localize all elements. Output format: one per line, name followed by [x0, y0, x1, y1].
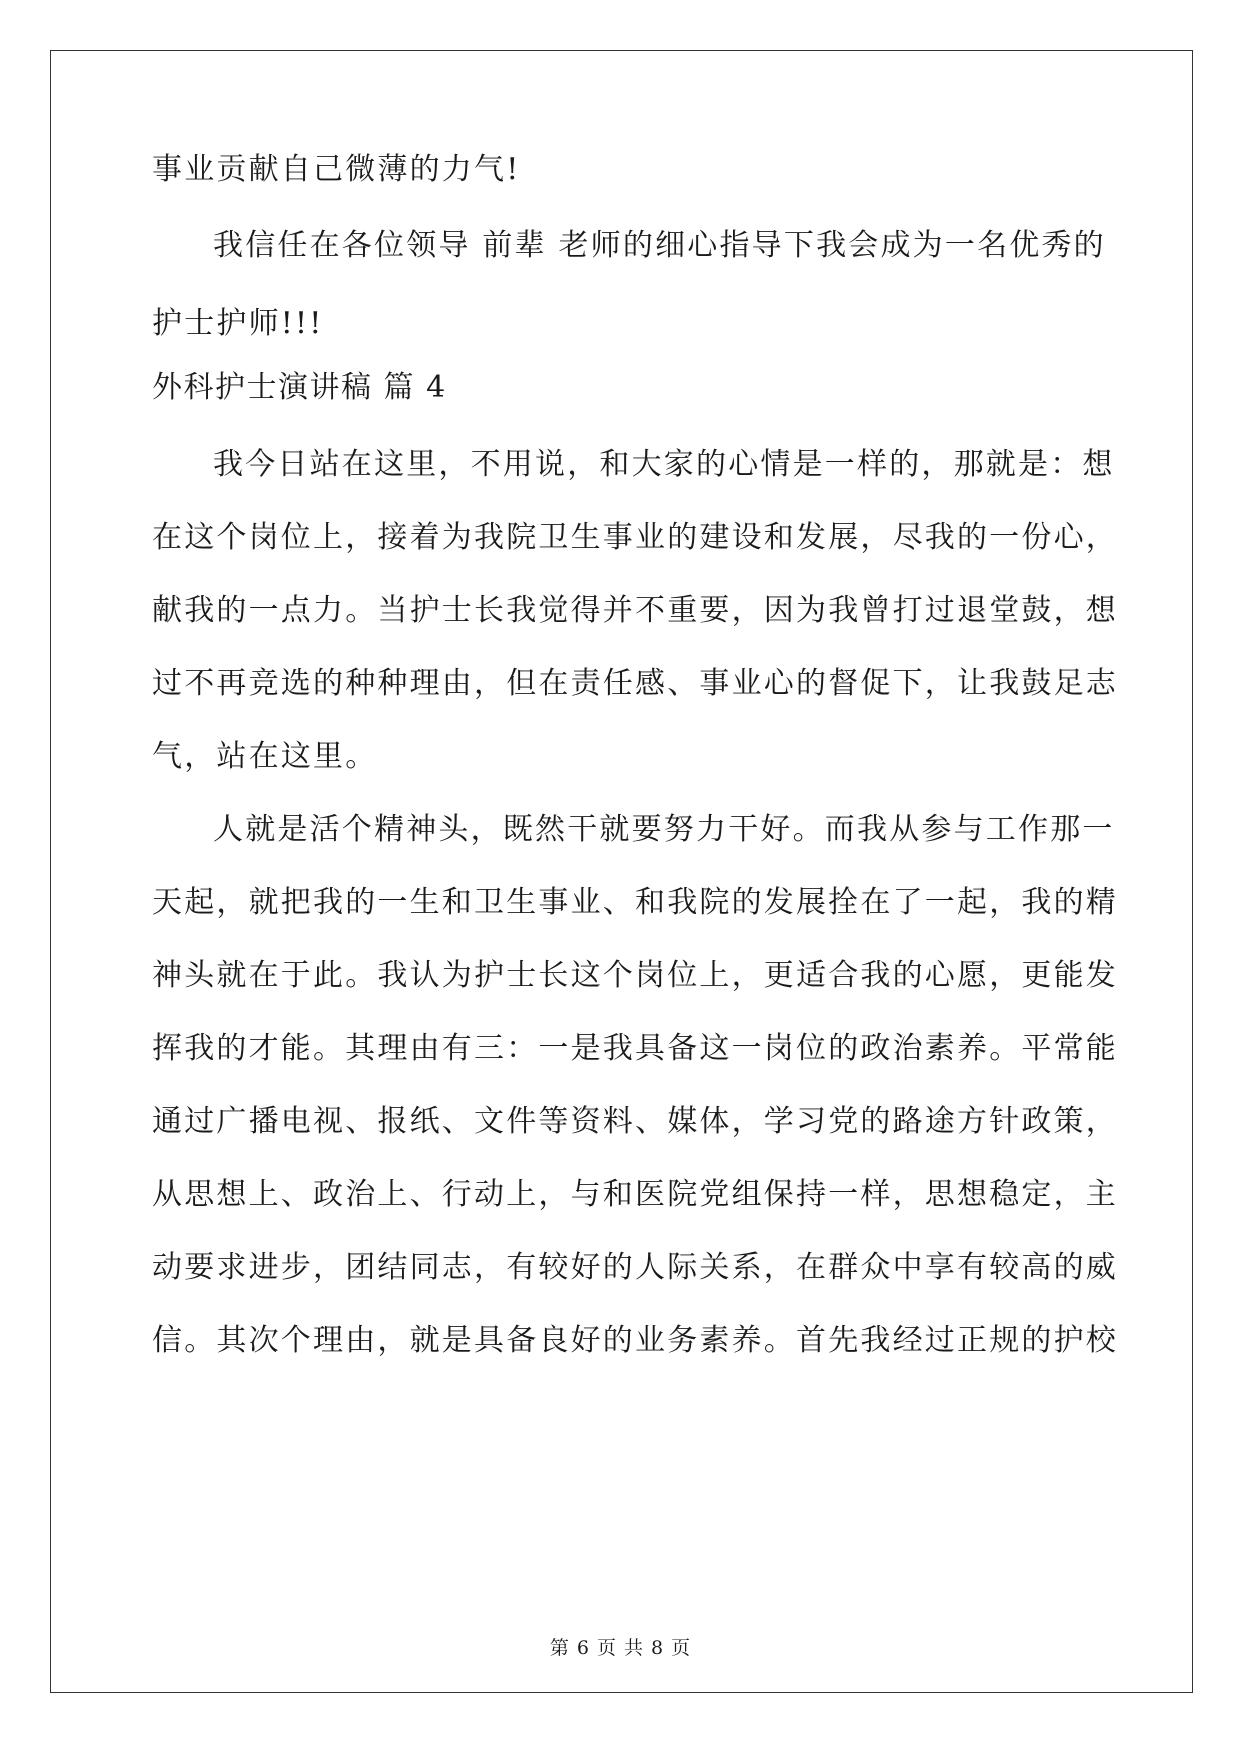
text-line: 天起，就把我的一生和卫生事业、和我院的发展拴在了一起，我的精 [152, 885, 1118, 920]
text-line: 我信任在各位领导 前辈 老师的细心指导下我会成为一名优秀的 [213, 228, 1106, 263]
text-line: 气，站在这里。 [152, 739, 378, 774]
text-line: 从思想上、政治上、行动上，与和医院党组保持一样，思想稳定，主 [152, 1177, 1118, 1212]
text-line: 人就是活个精神头，既然干就要努力干好。而我从参与工作那一 [213, 812, 1115, 847]
page-frame [50, 50, 1193, 1693]
page-number-footer: 第 6 页 共 8 页 [549, 1637, 692, 1659]
text-line: 通过广播电视、报纸、文件等资料、媒体，学习党的路途方针政策， [152, 1104, 1118, 1139]
section-heading: 外科护士演讲稿 篇 4 [152, 370, 447, 405]
text-line: 神头就在于此。我认为护士长这个岗位上，更适合我的心愿，更能发 [152, 958, 1118, 993]
text-line: 在这个岗位上，接着为我院卫生事业的建设和发展，尽我的一份心， [152, 520, 1118, 555]
text-line: 信。其次个理由，就是具备良好的业务素养。首先我经过正规的护校 [152, 1323, 1118, 1358]
text-line: 挥我的才能。其理由有三：一是我具备这一岗位的政治素养。平常能 [152, 1031, 1118, 1066]
text-line: 过不再竞选的种种理由，但在责任感、事业心的督促下，让我鼓足志 [152, 666, 1118, 701]
text-line: 事业贡献自己微薄的力气! [152, 152, 521, 187]
text-line: 动要求进步，团结同志，有较好的人际关系，在群众中享有较高的威 [152, 1250, 1118, 1285]
text-line: 护士护师!!! [152, 306, 324, 341]
text-line: 我今日站在这里，不用说，和大家的心情是一样的，那就是：想 [213, 447, 1115, 482]
text-line: 献我的一点力。当护士长我觉得并不重要，因为我曾打过退堂鼓，想 [152, 593, 1118, 628]
